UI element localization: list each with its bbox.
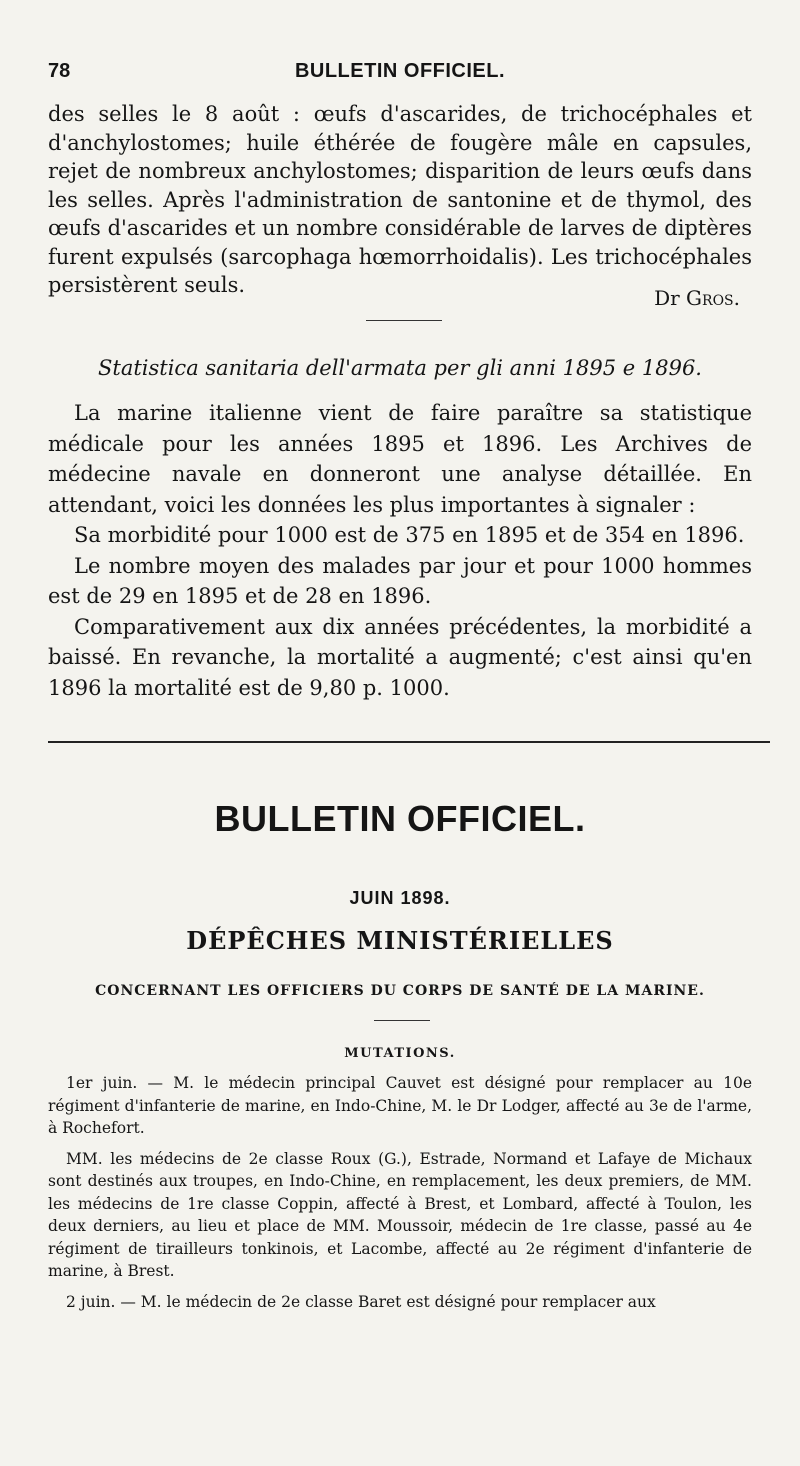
- signature-title: Dr: [654, 286, 680, 310]
- bulletin-title: BULLETIN OFFICIEL.: [214, 798, 586, 839]
- mutation-entry: 2 juin. — M. le médecin de 2e classe Baret est désigné pour remplacer aux: [66, 1292, 656, 1311]
- heading-divider: [374, 1020, 430, 1021]
- statistica-paragraph: La marine italienne vient de faire paraître sa statistique médicale pour les années 1895 et 1896. Les Archives de médecine navale en donneront une analyse détaillée. En attendant, voici les données les plus importantes à signaler :: [48, 401, 752, 517]
- statistica-paragraph: Comparativement aux dix années précédentes, la morbidité a baissé. En revanche, la mortalité a augmenté; c'est ainsi qu'en 1896 la mortalité est de 9,80 p. 1000.: [48, 614, 752, 700]
- intro-paragraph: des selles le 8 août : œufs d'ascarides, de trichocéphales et d'anchylostomes; huile éthérée de fougère mâle en capsules, rejet de nombreux anchylostomes; disparition de leurs œufs dans les selles. Après l'administration de santonine et de thymol, des œufs d'ascarides et un nombre considérable de larves de diptères furent expulsés (sarcophaga hœmorrhoidalis). Les trichocéphales persistèrent seuls.: [48, 102, 752, 297]
- page-number: 78: [48, 60, 71, 82]
- running-title: BULLETIN OFFICIEL.: [294, 60, 506, 82]
- running-header: [48, 60, 752, 90]
- bulletin-heading: DÉPÊCHES MINISTÉRIELLES: [186, 926, 614, 955]
- mutations-body: [48, 1072, 752, 1321]
- page-rule: [48, 741, 770, 743]
- statistica-paragraph: Le nombre moyen des malades par jour et pour 1000 hommes est de 29 en 1895 et de 28 en 1896.: [48, 553, 752, 608]
- bulletin-subheading: CONCERNANT LES OFFICIERS DU CORPS DE SANTÉ DE LA MARINE.: [95, 983, 705, 999]
- statistica-paragraph: Sa morbidité pour 1000 est de 375 en 1895 et de 354 en 1896.: [74, 523, 745, 547]
- signature: [654, 286, 740, 310]
- mutation-entry: MM. les médecins de 2e classe Roux (G.), Estrade, Normand et Lafaye de Michaux sont destinés aux troupes, en Indo-Chine, en remplacement, les deux premiers, de MM. les médecins de 1re classe Coppin, affecté à Brest, et Lombard, affecté à Toulon, les deux derniers, au lieu et place de MM. Moussoir, médecin de 1re classe, passé au 4e régiment de tirailleurs tonkinois, et Lacombe, affecté au 2e régiment d'infanterie de marine, à Brest.: [48, 1149, 752, 1280]
- statistica-body: [48, 398, 752, 703]
- section-title: MUTATIONS.: [344, 1046, 456, 1061]
- statistica-title: Statistica sanitaria dell'armata per gli anni 1895 e 1896.: [98, 356, 702, 380]
- signature-name: Gros.: [686, 286, 740, 310]
- mutation-entry: 1er juin. — M. le médecin principal Cauvet est désigné pour remplacer au 10e régiment d'infanterie de marine, en Indo-Chine, M. le Dr Lodger, affecté au 3e de l'arme, à Rochefort.: [48, 1074, 752, 1137]
- section-divider: [366, 320, 442, 321]
- bulletin-month: JUIN 1898.: [349, 888, 451, 908]
